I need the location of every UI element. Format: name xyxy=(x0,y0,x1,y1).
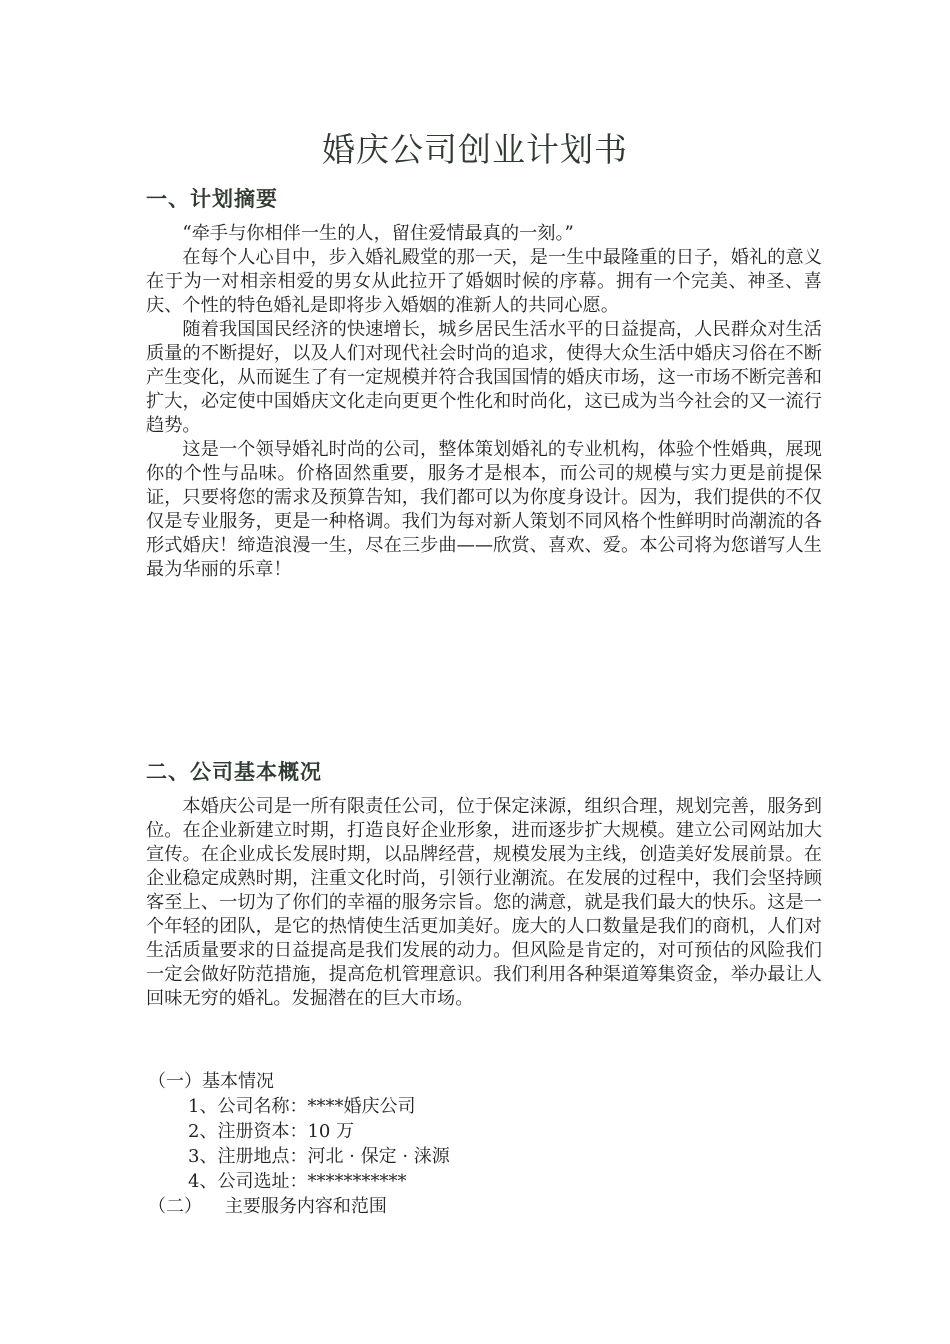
paragraph: 这是一个领导婚礼时尚的公司，整体策划婚礼的专业机构，体验个性婚典，展现你的个性与品味。价格固然重要，服务才是根本，而公司的规模与实力更是前提保证，只要将您的需求及预算告知，我们都可以为你度身设计。因为，我们提供的不仅仅是专业服务，更是一种格调。我们为每对新人策划不同风格个性鲜明时尚潮流的各形式婚庆！缔造浪漫一生，尽在三步曲——欣赏、喜欢、爱。本公司将为您谱写人生最为华丽的乐章！ xyxy=(146,439,822,580)
info-item-company-name: 1、公司名称：****婚庆公司 xyxy=(188,1096,416,1117)
section-2-body xyxy=(146,795,822,1011)
document-title: 婚庆公司创业计划书 xyxy=(322,130,628,169)
paragraph: 在每个人心目中，步入婚礼殿堂的那一天，是一生中最隆重的日子，婚礼的意义在于为一对相亲相爱的男女从此拉开了婚姻时候的序幕。拥有一个完美、神圣、喜庆、个性的特色婚礼是即将步入婚姻的准新人的共同心愿。 xyxy=(146,247,822,316)
subsection-2-heading: （二） 主要服务内容和范围 xyxy=(148,1196,387,1217)
paragraph: 随着我国国民经济的快速增长，城乡居民生活水平的日益提高，人民群众对生活质量的不断提好，以及人们对现代社会时尚的追求，使得大众生活中婚庆习俗在不断产生变化，从而诞生了有一定规模并符合我国国情的婚庆市场，这一市场不断完善和扩大，必定使中国婚庆文化走向更更个性化和时尚化，这已成为当今社会的又一流行趋势。 xyxy=(146,319,822,436)
info-item-company-site: 4、公司选址：*********** xyxy=(188,1171,407,1192)
section-2-heading: 二、公司基本概况 xyxy=(146,760,322,784)
info-item-registered-location: 3、注册地点：河北 · 保定 · 涞源 xyxy=(188,1146,450,1167)
quote-paragraph: “牵手与你相伴一生的人，留住爱情最真的一刻。” xyxy=(182,223,574,244)
subsection-1-heading: （一）基本情况 xyxy=(148,1071,274,1092)
paragraph: 本婚庆公司是一所有限责任公司，位于保定涞源，组织合理，规划完善，服务到位。在企业新建立时期，打造良好企业形象，进而逐步扩大规模。建立公司网站加大宣传。在企业成长发展时期，以品牌经营，规模发展为主线，创造美好发展前景。在企业稳定成熟时期，注重文化时尚，引领行业潮流。在发展的过程中，我们会坚持顾客至上、一切为了你们的幸福的服务宗旨。您的满意，就是我们最大的快乐。这是一个年轻的团队，是它的热情使生活更加美好。庞大的人口数量是我们的商机，人们对生活质量要求的日益提高是我们发展的动力。但风险是肯定的，对可预估的风险我们一定会做好防范措施，提高危机管理意识。我们利用各种渠道筹集资金，举办最让人回味无穷的婚礼。发掘潜在的巨大市场。 xyxy=(146,796,822,1009)
info-item-registered-capital: 2、注册资本：10 万 xyxy=(188,1121,355,1142)
section-1-body xyxy=(146,222,822,582)
section-1-heading: 一、计划摘要 xyxy=(146,187,278,211)
